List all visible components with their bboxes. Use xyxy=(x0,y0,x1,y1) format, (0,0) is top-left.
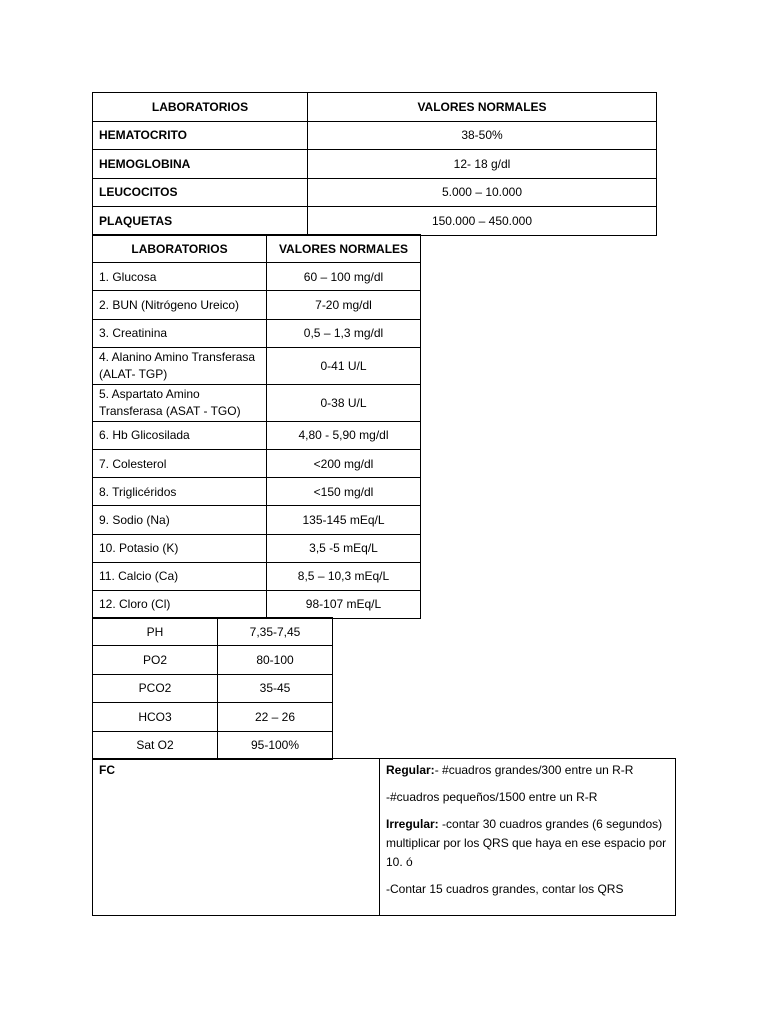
lab-value: 0-41 U/L xyxy=(267,347,421,384)
lab-name: 3. Creatinina xyxy=(93,319,267,347)
lab-name: 1. Glucosa xyxy=(93,263,267,291)
lab-value: <200 mg/dl xyxy=(267,449,421,477)
lab-name: LEUCOCITOS xyxy=(93,178,308,207)
heart-rate-table xyxy=(92,758,676,916)
table-row xyxy=(93,150,657,179)
lab-value: <150 mg/dl xyxy=(267,478,421,506)
lab-value: 98-107 mEq/L xyxy=(267,590,421,618)
table-row xyxy=(93,319,421,347)
lab-name: HEMATOCRITO xyxy=(93,121,308,150)
lab-value: 80-100 xyxy=(218,646,333,674)
table-row xyxy=(93,562,421,590)
lab-name: 11. Calcio (Ca) xyxy=(93,562,267,590)
lab-value: 95-100% xyxy=(218,731,333,759)
lab-value: 0-38 U/L xyxy=(267,384,421,421)
lab-value: 150.000 – 450.000 xyxy=(308,207,657,236)
alternate-instruction: -Contar 15 cuadros grandes, contar los QRS xyxy=(386,882,624,896)
lab-value: 7,35-7,45 xyxy=(218,618,333,646)
lab-value: 22 – 26 xyxy=(218,703,333,731)
lab-value: 8,5 – 10,3 mEq/L xyxy=(267,562,421,590)
table-row xyxy=(93,590,421,618)
lab-value: 3,5 -5 mEq/L xyxy=(267,534,421,562)
lab-name: HCO3 xyxy=(93,703,218,731)
lab-name: Sat O2 xyxy=(93,731,218,759)
lab-name: 4. Alanino Amino Transferasa (ALAT- TGP) xyxy=(93,347,267,384)
lab-name: 2. BUN (Nitrógeno Ureico) xyxy=(93,291,267,319)
table-row xyxy=(93,384,421,421)
irregular-label: Irregular: xyxy=(386,817,439,831)
irregular-instruction xyxy=(386,815,669,872)
table-row xyxy=(93,207,657,236)
table-row xyxy=(93,478,421,506)
lab-name: 9. Sodio (Na) xyxy=(93,506,267,534)
lab-name: 12. Cloro (Cl) xyxy=(93,590,267,618)
hematology-table xyxy=(92,92,657,236)
lab-name: 5. Aspartato Amino Transferasa (ASAT - TGO) xyxy=(93,384,267,421)
table-row xyxy=(93,674,333,702)
small-squares-instruction: -#cuadros pequeños/1500 entre un R-R xyxy=(386,790,598,804)
fc-label: FC xyxy=(93,759,380,915)
table-row xyxy=(93,449,421,477)
table-row xyxy=(93,178,657,207)
table-row xyxy=(93,618,333,646)
lab-name: PCO2 xyxy=(93,674,218,702)
lab-value: 0,5 – 1,3 mg/dl xyxy=(267,319,421,347)
column-header-valores-normales: VALORES NORMALES xyxy=(308,93,657,122)
lab-name: PO2 xyxy=(93,646,218,674)
table-row xyxy=(93,506,421,534)
table-header-row xyxy=(93,235,421,263)
lab-value: 135-145 mEq/L xyxy=(267,506,421,534)
table-row xyxy=(93,291,421,319)
lab-value: 60 – 100 mg/dl xyxy=(267,263,421,291)
table-row xyxy=(93,347,421,384)
lab-value: 4,80 - 5,90 mg/dl xyxy=(267,421,421,449)
lab-name: 10. Potasio (K) xyxy=(93,534,267,562)
regular-instruction xyxy=(386,761,669,780)
regular-text: - #cuadros grandes/300 entre un R-R xyxy=(434,763,634,777)
table-row xyxy=(93,703,333,731)
lab-name: HEMOGLOBINA xyxy=(93,150,308,179)
lab-value: 38-50% xyxy=(308,121,657,150)
fc-instructions xyxy=(380,759,675,915)
lab-value: 7-20 mg/dl xyxy=(267,291,421,319)
lab-name: PLAQUETAS xyxy=(93,207,308,236)
column-header-laboratorios: LABORATORIOS xyxy=(93,93,308,122)
lab-name: 7. Colesterol xyxy=(93,449,267,477)
table-row xyxy=(93,121,657,150)
chemistry-table xyxy=(92,234,421,619)
lab-value: 12- 18 g/dl xyxy=(308,150,657,179)
table-row xyxy=(93,421,421,449)
table-header-row xyxy=(93,93,657,122)
lab-value: 5.000 – 10.000 xyxy=(308,178,657,207)
lab-name: PH xyxy=(93,618,218,646)
table-row xyxy=(93,731,333,759)
irregular-text: -contar 30 cuadros grandes (6 segundos) multiplicar por los QRS que haya en ese espacio por 10. ó xyxy=(386,817,667,869)
column-header-laboratorios: LABORATORIOS xyxy=(93,235,267,263)
regular-label: Regular: xyxy=(386,763,435,777)
table-row xyxy=(93,534,421,562)
table-row xyxy=(93,263,421,291)
table-row xyxy=(93,646,333,674)
lab-name: 6. Hb Glicosilada xyxy=(93,421,267,449)
lab-value: 35-45 xyxy=(218,674,333,702)
blood-gas-table xyxy=(92,617,333,760)
lab-name: 8. Triglicéridos xyxy=(93,478,267,506)
column-header-valores-normales: VALORES NORMALES xyxy=(267,235,421,263)
